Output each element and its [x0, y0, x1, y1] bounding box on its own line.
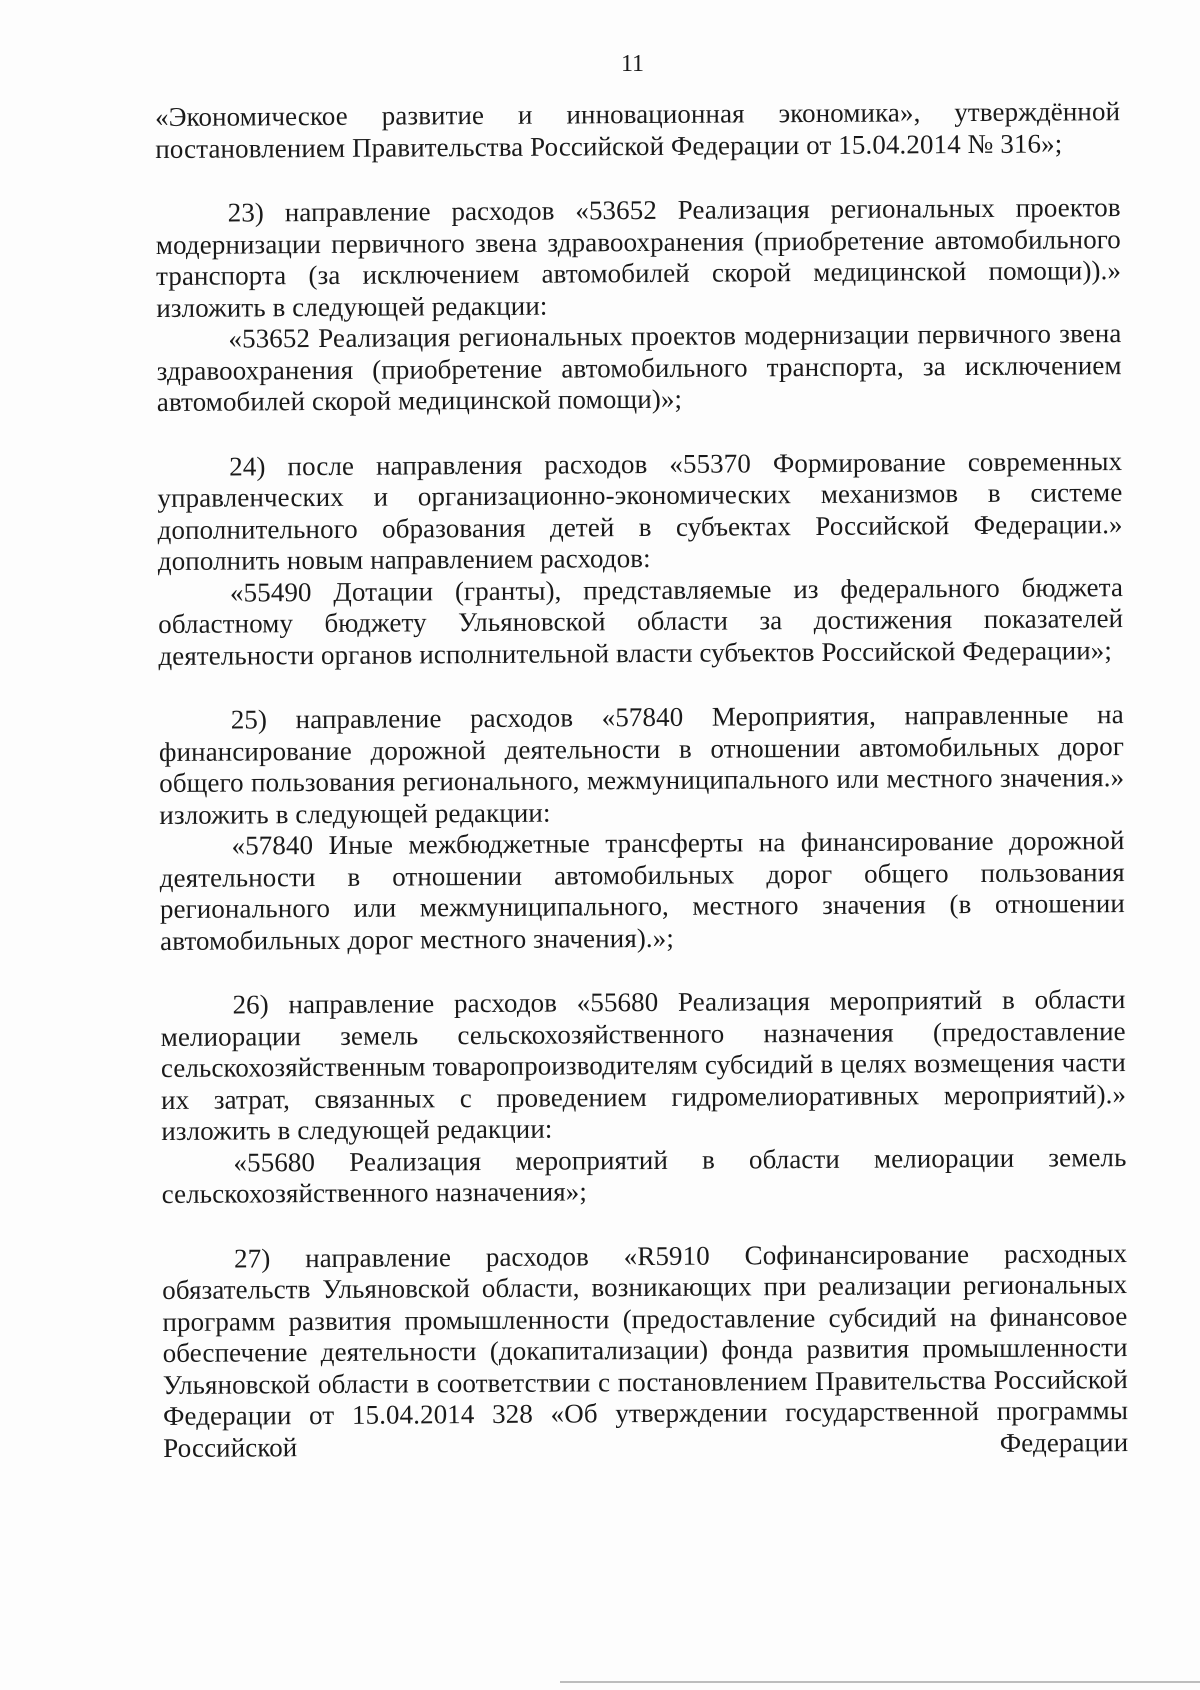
- document-body: [155, 96, 1128, 1464]
- item-24-heading: 24) после направления расходов «55370 Формирование современных управленческих и организационно-экономических механизмов в системе дополнительного образования детей в субъектах Российской Федерации.» дополнить новым направлением расходов:: [157, 445, 1123, 576]
- intro-block: [155, 96, 1120, 165]
- item-27-heading: 27) направление расходов «R5910 Софинансирование расходных обязательств Ульяновской области, возникающих при реализации региональных программ развития промышленности (предоставление субсидий на финансовое обеспечение деятельности (докапитализации) фонда развития промышленности Ульяновской области в соответствии с постановлением Правительства Российской Федерации от 15.04.2014 328 «Об утверждении государственной программы Российской Федерации: [162, 1237, 1129, 1463]
- item-23-heading: 23) направление расходов «53652 Реализация региональных проектов модернизации первичного звена здравоохранения (приобретение автомобильного транспорта (за исключением автомобилей скорой медицинской помощи)).» изложить в следующей редакции:: [155, 192, 1122, 323]
- page-number: 11: [620, 51, 645, 77]
- item-27: [162, 1238, 1128, 1464]
- scan-edge-line: [560, 1681, 1200, 1683]
- intro-paragraph: «Экономическое развитие и инновационная экономика», утверждённой постановлением Правительства Российской Федерации от 15.04.2014 № 316»;: [155, 96, 1121, 164]
- item-23: [156, 192, 1122, 418]
- item-26-heading: 26) направление расходов «55680 Реализация мероприятий в области мелиорации земель сельскохозяйственного назначения (предоставление сельскохозяйственным товаропроизводителям субсидий в целях возмещения части их затрат, связанных с проведением гидромелиоративных мероприятий).» изложить в следующей редакции:: [160, 984, 1127, 1146]
- item-23-text: «53652 Реализация региональных проектов модернизации первичного звена здравоохранения (приобретение автомобильного транспорта, за исключением автомобилей скорой медицинской помощи)»;: [156, 318, 1122, 417]
- item-25-text: «57840 Иные межбюджетные трансферты на финансирование дорожной деятельности в отношении автомобильных дорог общего пользования регионального или межмуниципального, местного значения (в отношении автомобильных дорог местного значения).»;: [159, 825, 1126, 956]
- item-24: [157, 446, 1123, 672]
- item-24-text: «55490 Дотации (гранты), представляемые из федерального бюджета областному бюджету Ульяновской области за достижения показателей деятельности органов исполнительной власти субъектов Российской Федерации»;: [158, 571, 1124, 671]
- item-25: [159, 699, 1126, 957]
- item-26-text: «55680 Реализация мероприятий в области мелиорации земель сельскохозяйственного назначения»;: [161, 1141, 1127, 1209]
- item-25-heading: 25) направление расходов «57840 Мероприятия, направленные на финансирование дорожной деятельности в отношении автомобильных дорог общего пользования регионального, межмуниципального или местного значения.» изложить в следующей редакции:: [158, 699, 1125, 830]
- item-26: [160, 984, 1126, 1210]
